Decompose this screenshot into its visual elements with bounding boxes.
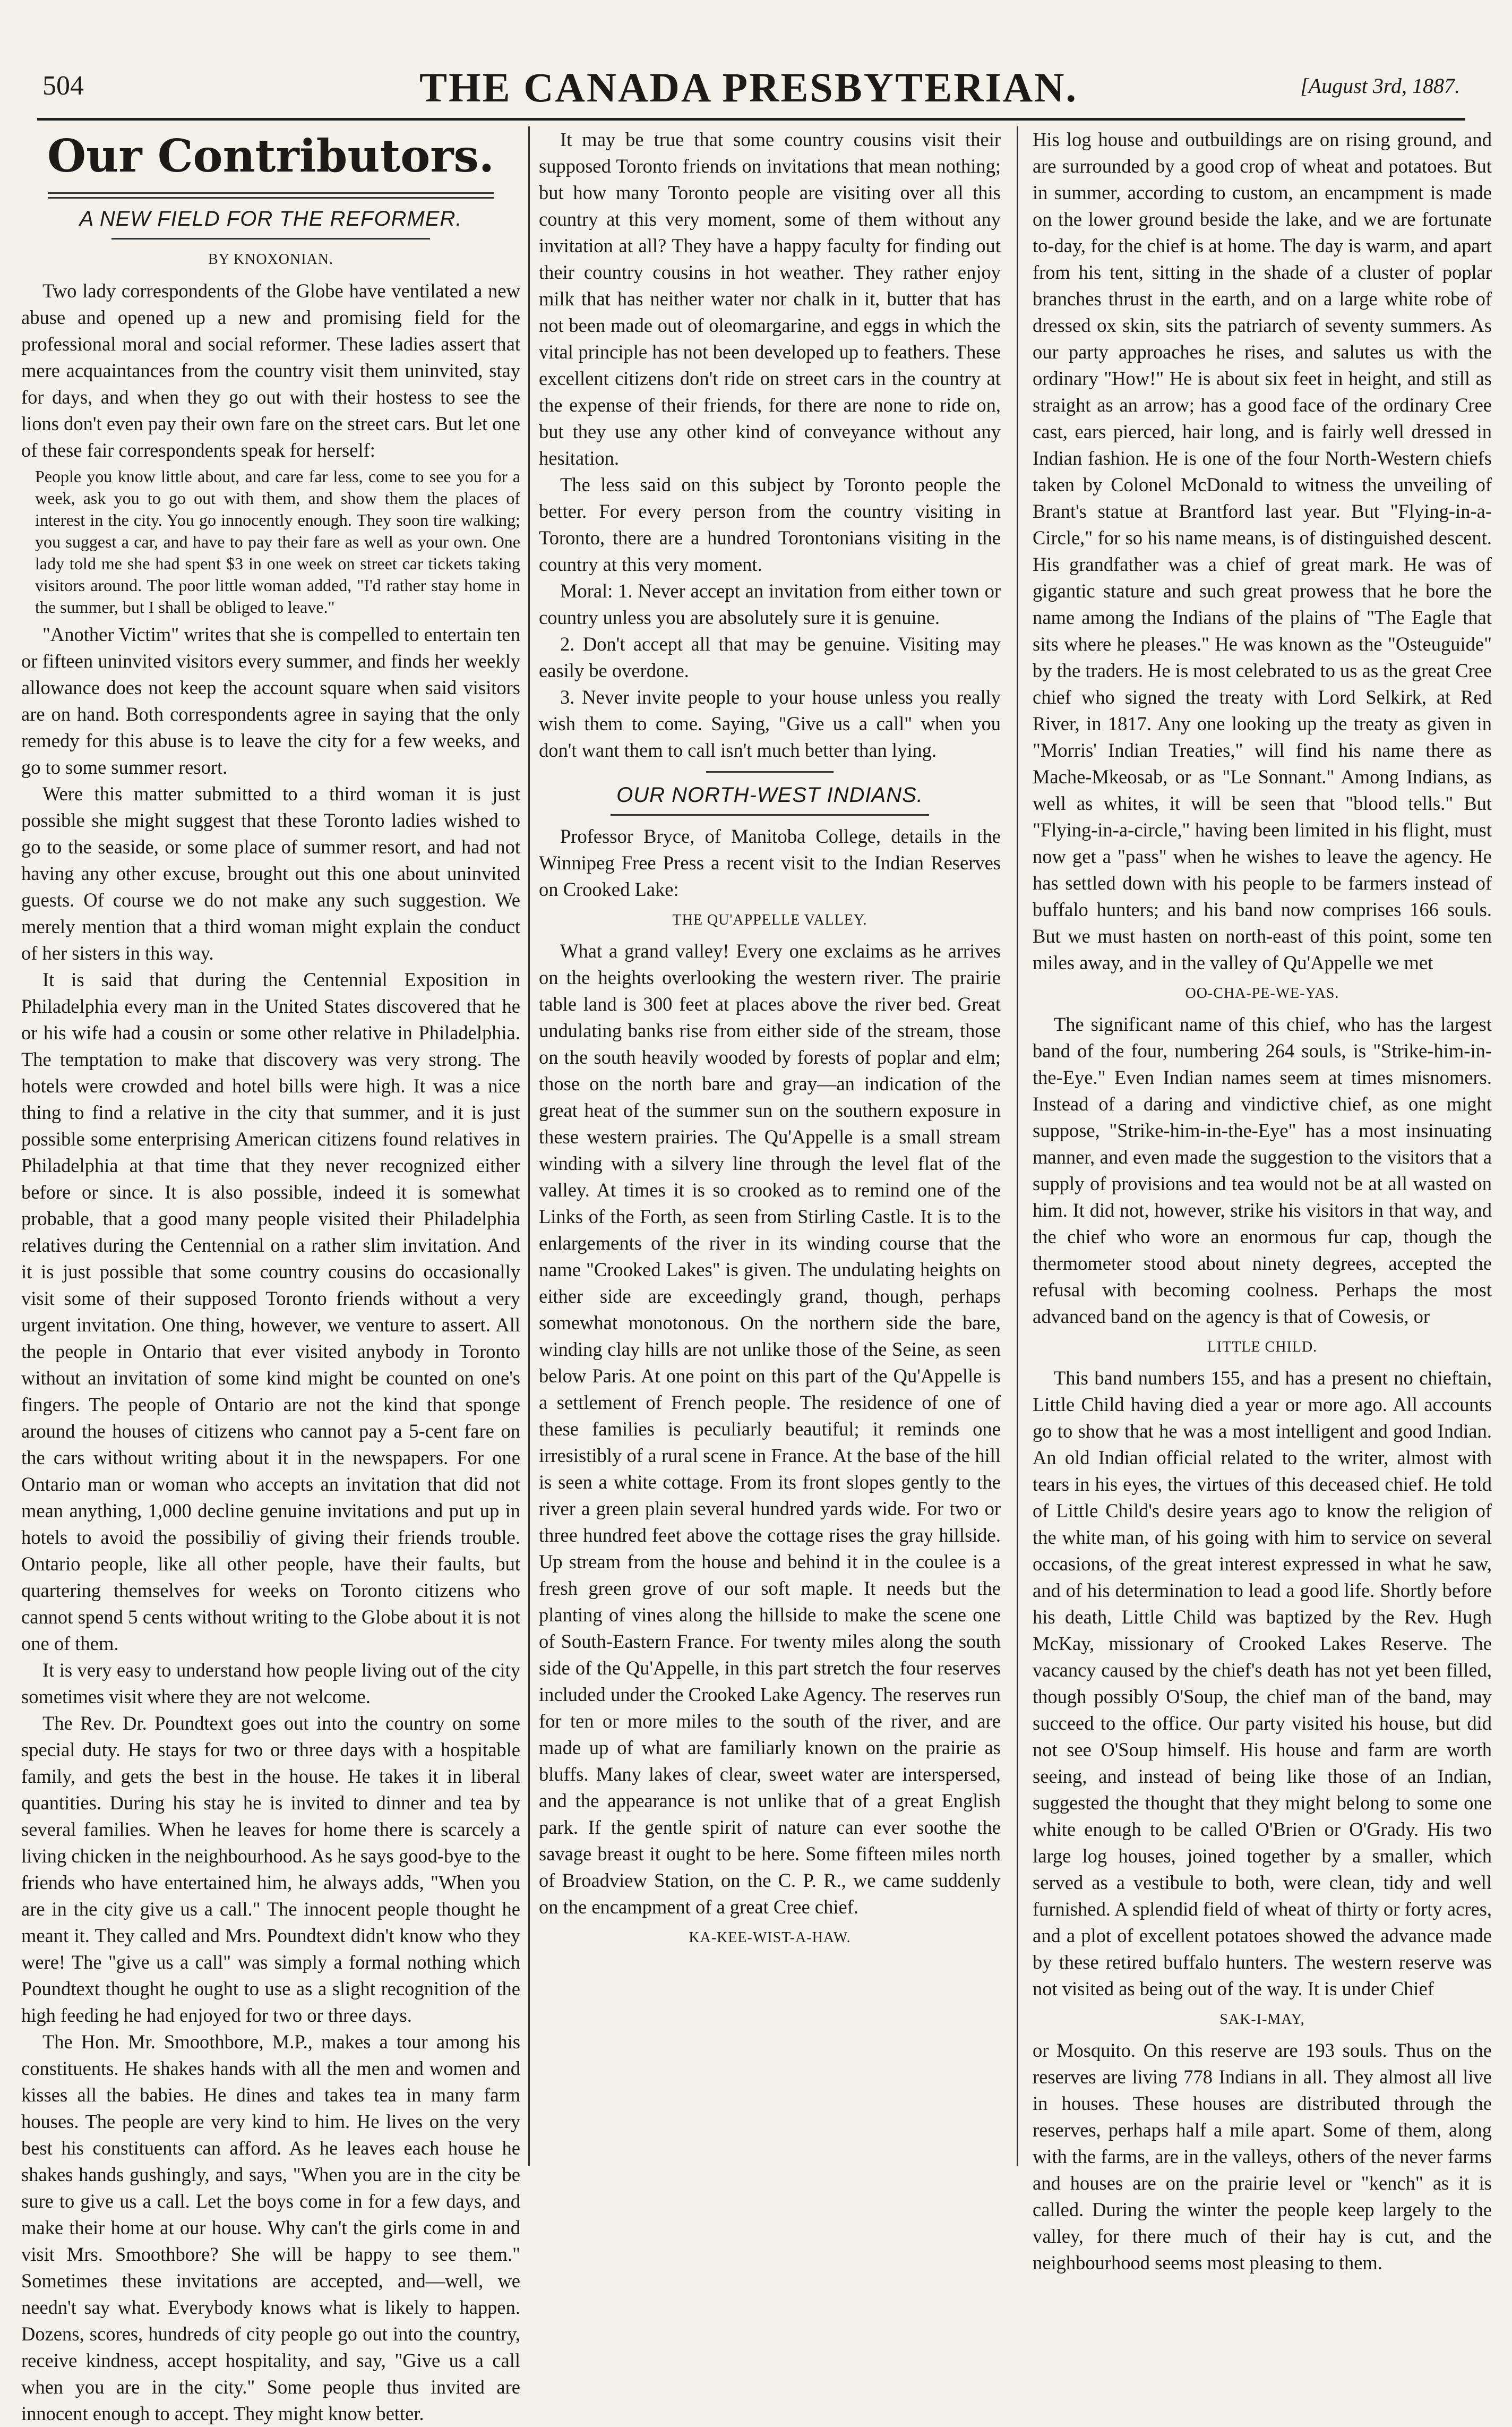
page-number: 504: [42, 71, 84, 101]
header-rule: [37, 118, 1465, 121]
paragraph: The Hon. Mr. Smoothbore, M.P., makes a tour among his constituents. He shakes hands with all the men and women and kisses all the babies. He dines and takes tea in many farm houses. The people are very kind to him. He lives on the very best his constituents can afford. As he leaves each house he shakes hands gushingly, and says, "When you are in the city be sure to give us a call. Let the boys come in for a few days, and make their home at our house. Why can't the girls come in and visit Mrs. Smoothbore? She will be happy to see them." Sometimes these invitations are accepted, and—well, we needn't say what. Everybody knows what is likely to happen. Dozens, scores, hundreds of city people go out into the country, receive kindness, accept hospitality, and say, "Give us a call when you are in the city." Some people thus invited are innocent enough to accept. They might know better.: [21, 2031, 520, 2424]
subheading: THE QU'APPELLE VALLEY.: [672, 912, 867, 928]
title-rule: [48, 192, 494, 199]
paragraph: The Rev. Dr. Poundtext goes out into the country on some special duty. He stays for two or three days with a hospitable family, and gets the best in the house. He takes it in liberal quantities. During his stay he is invited to dinner and tea by several families. When he leaves for home there is scarcely a living chicken in the neighbourhood. As he says good-bye to the friends who have entertained him, he always adds, "When you are in the city give us a call." The innocent people thought he meant it. They called and Mrs. Poundtext didn't know who they were! The "give us a call" was simply a formal nothing which Poundtext thought he ought to use as a slight recognition of the high feeding he had enjoyed for two or three days.: [21, 1712, 520, 2026]
paragraph: Professor Bryce, of Manitoba College, details in the Winnipeg Free Press a recent visit to the Indian Reserves on Crooked Lake:: [539, 825, 1001, 900]
paragraph: Moral: 1. Never accept an invitation from either town or country unless you are absolutely sure it is genuine.: [539, 580, 1001, 628]
paragraph: Two lady correspondents of the Globe have ventilated a new abuse and opened up a new and promising field for the professional moral and social reformer. These ladies assert that mere acquaintances from the country visit them uninvited, stay for days, and when they go out with their hostess to see the lions don't even pay their own fare on the street cars. But let one of these fair correspondents speak for herself:: [21, 280, 520, 461]
column-rule: [528, 126, 530, 2166]
paragraph: This band numbers 155, and has a present no chieftain, Little Child having died a year or more ago. All accounts go to show that he was a most intelligent and good Indian. An old Indian official related to the writer, almost with tears in his eyes, the virtues of this deceased chief. He told of Little Child's desire years ago to know the religion of the white man, of his going with him to service on several occasions, of the great interest expressed in what he saw, and of his determination to lead a good life. Shortly before his death, Little Child was baptized by the Rev. Hugh McKay, missionary of Crooked Lakes Reserve. The vacancy caused by the chief's death has not yet been filled, though possibly O'Soup, the chief man of the band, may succeed to the office. Our party visited his house, but did not see O'Soup himself. His house and farm are worth seeing, and instead of being like those of an Indian, suggested the thought that they might belong to some one white enough to be called O'Brien or O'Grady. His two large log houses, joined together by a smaller, which served as a vestibule to both, were clean, tidy and well furnished. A splendid field of wheat of thirty or forty acres, and a plot of excellent potatoes showed the advance made by these retired buffalo hunters. The western reserve was not visited as being out of the way. It is under Chief: [1033, 1367, 1492, 1999]
title-underline: [111, 238, 430, 240]
column-1: [21, 126, 520, 2424]
running-head: [42, 64, 1460, 117]
paragraph: or Mosquito. On this reserve are 193 souls. Thus on the reserves are living 778 Indians in all. They almost all live in houses. These houses are distributed through the reserves, perhaps half a mile apart. Some of them, along with the farms, are in the valleys, others of the never farms and houses are on the prairie level or "kench" as it is called. During the winter the people keep largely to the valley, for there much of their hay is cut, and the neighbourhood seems most pleasing to them.: [1033, 2039, 1492, 2274]
paragraph: It may be true that some country cousins visit their supposed Toronto friends on invitations that mean nothing; but how many Toronto people are visiting over all this country at this very moment, some of them without any invitation at all? They have a happy faculty for finding out their country cousins in hot weather. They rather enjoy milk that has neither water nor chalk in it, butter that has not been made out of oleomargarine, and eggs in which the vital principle has not been developed up to feathers. These excellent citizens don't ride on street cars in the country at the expense of their friends, for there are none to ride on, but they use any other kind of conveyance without any hesitation.: [539, 129, 1001, 469]
paragraph: Were this matter submitted to a third woman it is just possible she might suggest that these Toronto ladies wished to go to the seaside, or some place of summer resort, and had not having any other excuse, brought out this one about uninvited guests. Of course we do not make any such suggestion. We merely mention that a third woman might explain the conduct of her sisters in this way.: [21, 783, 520, 964]
subheading: SAK-I-MAY,: [1219, 2011, 1305, 2028]
paper-title: THE CANADA PRESBYTERIAN.: [419, 64, 1078, 110]
title-underline: [611, 814, 929, 816]
paragraph: It is very easy to understand how people living out of the city sometimes visit where they are not welcome.: [21, 1659, 520, 1707]
quoted-letter: People you know little about, and care far less, come to see you for a week, ask you to go out with them, and show them the places of interest in the city. You go innocently enough. They soon tire walking; you suggest a car, and have to pay their fare as well as your own. One lady told me she had spent $3 in one week on street car tickets taking visitors around. The poor little woman added, "I'd rather stay home in the summer, but I shall be obliged to leave.": [35, 467, 520, 617]
paragraph: 3. Never invite people to your house unless you really wish them to come. Saying, "Give us a call" when you don't want them to call isn't much better than lying.: [539, 686, 1001, 761]
paragraph: It is said that during the Centennial Exposition in Philadelphia every man in the United States discovered that he or his wife had a cousin or some other relative in Philadelphia. The temptation to make that discovery was very strong. The hotels were crowded and hotel bills were high. It was a nice thing to find a relative in the city that summer, and it is just possible some enterprising American citizens found relatives in Philadelphia at that time that they never recognized either before or since. It is also possible, indeed it is somewhat probable, that a good many people visited their Philadelphia relatives during the Centennial on a rather slim invitation. And it is just possible that some country cousins do occasionally visit some of their supposed Toronto friends without a very urgent invitation. One thing, however, we venture to assert. All the people in Ontario that ever visited anybody in Toronto without an invitation of some kind might be counted on one's fingers. The people of Ontario are not the kind that sponge around the houses of citizens who cannot pay a 5-cent fare on the cars without writing about it in the newspapers. For one Ontario man or woman who accepts an invitation that did not mean anything, 1,000 decline genuine invitations and put up in hotels to avoid the possibiliy of giving their friends trouble. Ontario people, like all other people, have their faults, but quartering themselves for weeks on Toronto citizens who cannot spend 5 cents without writing to the Globe about it is not one of them.: [21, 969, 520, 1654]
paragraph: The less said on this subject by Toronto people the better. For every person from the country visiting in Toronto, there are a hundred Torontonians visiting in the country at this very moment.: [539, 474, 1001, 575]
byline: BY KNOXONIAN.: [208, 251, 333, 268]
column-2: [539, 126, 1001, 2166]
subheading: OO-CHA-PE-WE-YAS.: [1185, 985, 1339, 1002]
article-title: OUR NORTH-WEST INDIANS.: [616, 783, 923, 807]
section-rule: [706, 771, 834, 773]
paragraph: 2. Don't accept all that may be genuine. Visiting may easily be overdone.: [539, 633, 1001, 681]
subheading: LITTLE CHILD.: [1207, 1339, 1318, 1355]
paragraph: His log house and outbuildings are on rising ground, and are surrounded by a good crop of wheat and potatoes. But in summer, according to custom, an encampment is made on the lower ground beside the lake, and we are fortunate to-day, for the chief is at home. The day is warm, and apart from his tent, sitting in the shade of a cluster of poplar branches thrust in the earth, and on a large white robe of dressed ox skin, sits the patriarch of seventy summers. As our party approaches he rises, and salutes us with the ordinary "How!" He is about six feet in height, and still as straight as an arrow; has a good face of the ordinary Cree cast, ears pierced, hair long, and is fairly well dressed in Indian fashion. He is one of the four North-Western chiefs taken by Colonel McDonald to witness the unveiling of Brant's statue at Brantford last year. But "Flying-in-a-Circle," for so his name means, is of distinguished descent. His grandfather was a chief of great mark. He was of gigantic stature and such great prowess that he bore the name among the Indians of the plains of "The Eagle that sits where he pleases." He was known as the "Osteuguide" by the traders. He is most celebrated to us as the great Cree chief who signed the treaty with Lord Selkirk, at Red River, in 1817. Any one looking up the treaty as given in "Morris' Indian Treaties," will find his name there as Mache-Mkeosab, or as "Le Sonnant." Among Indians, as well as whites, it will be seen that "blood tells." But "Flying-in-a-circle," having been limited in his flight, must now get a "pass" when he wishes to leave the agency. He has settled down with his people to be farmers instead of buffalo hunters; and his band now comprises 166 souls. But we must hasten on north-east of this point, some ten miles away, and in the valley of Qu'Appelle we met: [1033, 129, 1492, 973]
column-rule: [1017, 126, 1018, 2166]
column-3: [1033, 126, 1492, 2274]
department-title: Our Contributors.: [47, 130, 495, 182]
issue-date: [August 3rd, 1887.: [1300, 74, 1460, 98]
paragraph: The significant name of this chief, who has the largest band of the four, numbering 264 souls, is "Strike-him-in-the-Eye." Even Indian names seem at times misnomers. Instead of a daring and vindictive chief, as one might suppose, "Strike-him-in-the-Eye" has a most insinuating manner, and even made the suggestion to the visitors that a supply of provisions and tea would not be at all wasted on him. It did not, however, strike his visitors in that way, and the chief who wore an enormous fur cap, though the thermometer stood about ninety degrees, accepted the refusal with becoming coolness. Perhaps the most advanced band on the agency is that of Cowesis, or: [1033, 1013, 1492, 1327]
paragraph: "Another Victim" writes that she is compelled to entertain ten or fifteen uninvited visitors every summer, and finds her weekly allowance does not keep the account square when said visitors are on hand. Both correspondents agree in saying that the only remedy for this abuse is to leave the city for a few weeks, and go to some summer resort.: [21, 623, 520, 778]
paragraph: What a grand valley! Every one exclaims as he arrives on the heights overlooking the western river. The prairie table land is 300 feet at places above the river bed. Great undulating banks rise from either side of the stream, those on the south heavily wooded by forests of poplar and elm; those on the north bare and gray—an indication of the great heat of the summer sun on the southern exposure in these western prairies. The Qu'Appelle is a small stream winding with a silvery line through the level flat of the valley. At times it is so crooked as to remind one of the Links of the Forth, as seen from Stirling Castle. It is to the enlargements of the river in its winding course that the name "Crooked Lakes" is given. The undulating heights on either side are exceedingly grand, though, perhaps somewhat monotonous. On the northern side the bare, winding clay hills are not unlike those of the Seine, as seen below Paris. At one point on this part of the Qu'Appelle is a settlement of French people. The residence of one of these families is peculiarly beautiful; it reminds one irresistibly of a rural scene in France. At the base of the hill is seen a white cottage. From its front slopes gently to the river a green plain several hundred yards wide. For two or three hundred feet above the cottage rises the gray hillside. Up stream from the house and behind it in the coulee is a fresh green grove of our soft maple. It needs but the planting of vines along the hillside to make the scene one of South-Eastern France. For twenty miles along the south side of the Qu'Appelle, in this part stretch the four reserves included under the Crooked Lake Agency. The reserves run for ten or more miles to the south of the river, and are made up of what are familiarly known on the prairie as bluffs. Many lakes of clear, sweet water are interspersed, and the appearance is not unlike that of a great English park. If the gentle spirit of nature can ever soothe the savage breast it ought to be here. Some fifteen miles north of Broadview Station, on the C. P. R., we came suddenly on the encampment of a great Cree chief.: [539, 940, 1001, 1918]
article-title: A NEW FIELD FOR THE REFORMER.: [79, 207, 462, 230]
subheading: KA-KEE-WIST-A-HAW.: [689, 1929, 851, 1946]
